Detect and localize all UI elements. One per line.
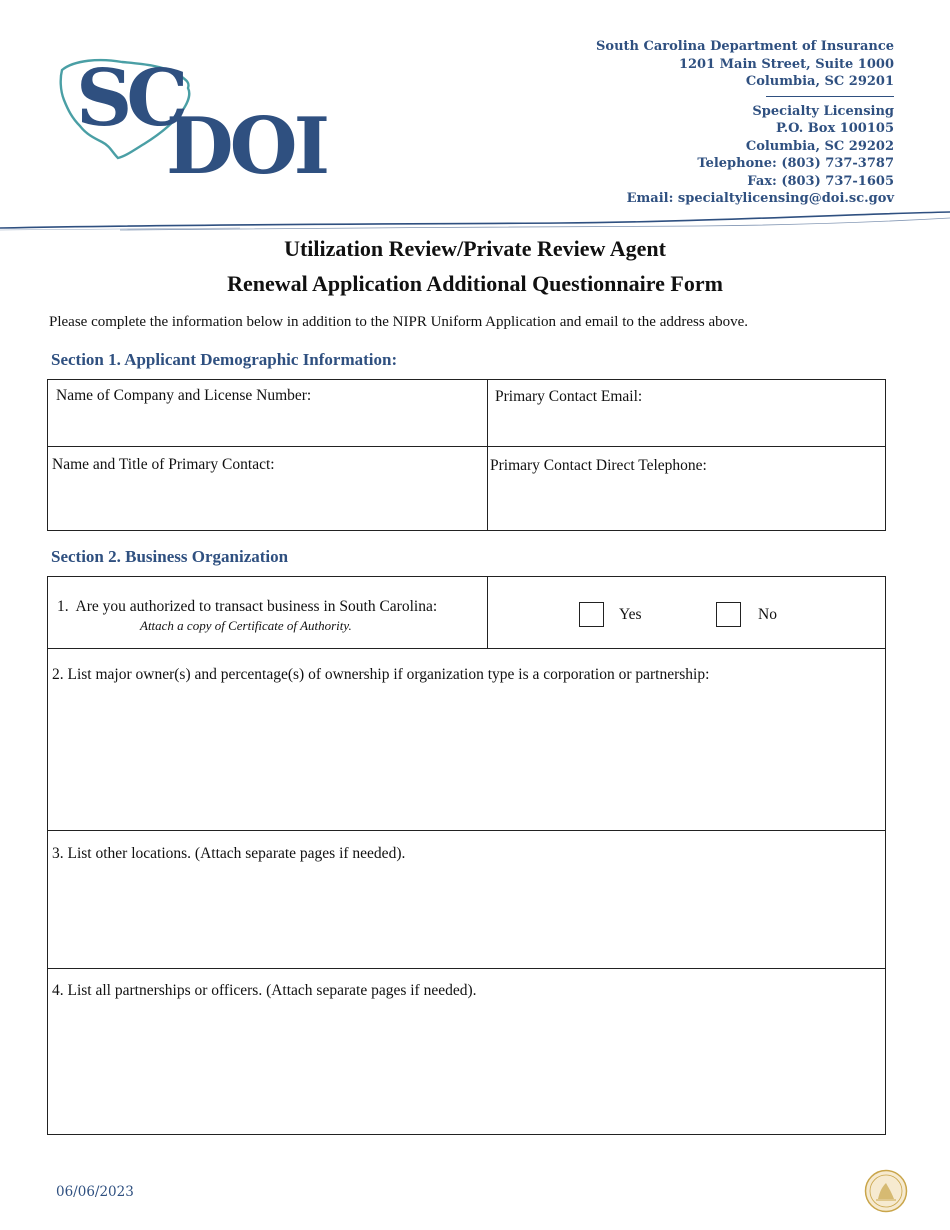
- logo-text-doi: DOI: [166, 101, 327, 180]
- revision-date: 06/06/2023: [56, 1184, 134, 1200]
- table-divider: [487, 379, 488, 531]
- state-seal-icon: [864, 1169, 908, 1213]
- question-4-label: 4. List all partnerships or officers. (Attach separate pages if needed).: [52, 982, 477, 999]
- question-1-text: Are you authorized to transact business in South Carolina:: [75, 598, 438, 615]
- section-1-heading: Section 1. Applicant Demographic Information:: [51, 350, 398, 369]
- section-2-heading: Section 2. Business Organization: [51, 547, 289, 566]
- scdoi-logo: [52, 52, 327, 180]
- question-3-label: 3. List other locations. (Attach separate pages if needed).: [52, 845, 406, 862]
- division-name: Specialty Licensing: [752, 103, 894, 119]
- po-box: P.O. Box 100105: [776, 121, 894, 136]
- question-2-label: 2. List major owner(s) and percentage(s) of ownership if organization type is a corporation or partnership:: [52, 666, 710, 683]
- no-label: No: [758, 606, 777, 623]
- telephone: Telephone: (803) 737-3787: [697, 156, 894, 171]
- primary-contact-email-label: Primary Contact Email:: [495, 388, 643, 405]
- table-divider: [47, 446, 886, 447]
- company-license-label: Name of Company and License Number:: [56, 387, 312, 404]
- contact-block: [596, 38, 894, 208]
- fax: Fax: (803) 737-1605: [747, 173, 894, 189]
- table-divider: [487, 576, 488, 649]
- form-title-line-1: Utilization Review/Private Review Agent: [284, 236, 666, 261]
- question-1-note: Attach a copy of Certificate of Authority.: [140, 618, 352, 633]
- question-4-field[interactable]: [52, 982, 477, 1000]
- address-line-1: 1201 Main Street, Suite 1000: [678, 56, 894, 72]
- question-2-field[interactable]: [52, 666, 709, 684]
- table-divider: [47, 830, 886, 831]
- company-license-field[interactable]: [56, 387, 311, 405]
- yes-checkbox[interactable]: [579, 602, 604, 627]
- table-divider: [47, 968, 886, 969]
- table-divider: [47, 648, 886, 649]
- contact-divider: [766, 96, 894, 97]
- primary-contact-phone-field[interactable]: [490, 457, 707, 475]
- question-1: [57, 598, 437, 616]
- primary-contact-email-field[interactable]: [495, 388, 642, 406]
- question-1-number: 1.: [57, 598, 69, 615]
- no-checkbox[interactable]: [716, 602, 741, 627]
- email: Email: specialtylicensing@doi.sc.gov: [626, 191, 894, 206]
- yes-label: Yes: [619, 606, 642, 623]
- primary-contact-name-field[interactable]: [52, 456, 275, 474]
- po-city: Columbia, SC 29202: [745, 138, 894, 154]
- form-title-line-2: Renewal Application Additional Questionnaire Form: [227, 271, 723, 296]
- instructions: Please complete the information below in addition to the NIPR Uniform Application and email to the address above.: [49, 314, 749, 330]
- department-name: South Carolina Department of Insurance: [596, 39, 894, 54]
- primary-contact-name-label: Name and Title of Primary Contact:: [52, 456, 275, 473]
- logo-text-sc: SC: [76, 53, 183, 144]
- header-divider: [0, 208, 950, 238]
- primary-contact-phone-label: Primary Contact Direct Telephone:: [490, 457, 707, 474]
- question-3-field[interactable]: [52, 845, 405, 863]
- address-line-2: Columbia, SC 29201: [745, 74, 894, 89]
